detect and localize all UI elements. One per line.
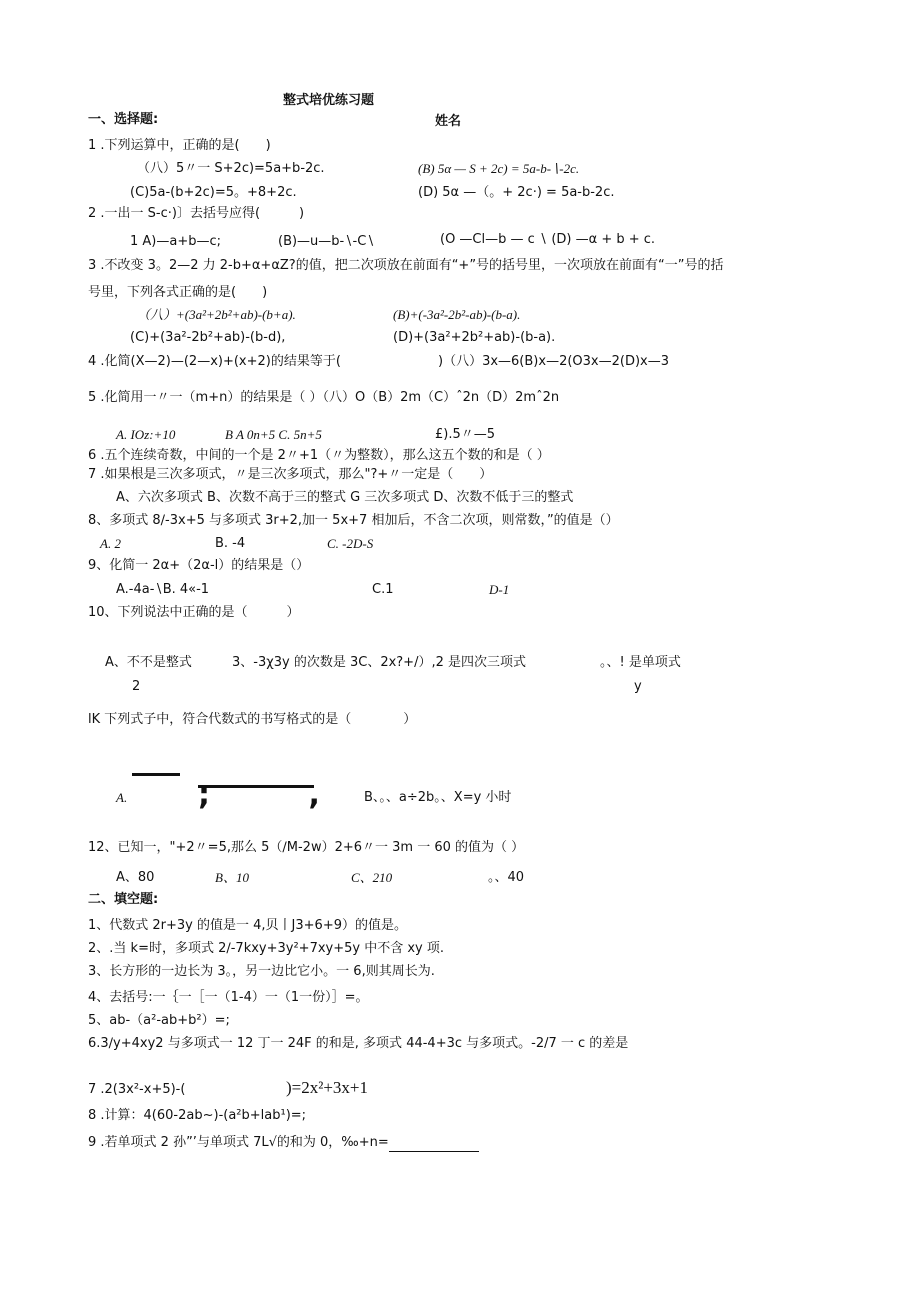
question-3-option-a: （八）+(3a²+2b²+ab)-(b+a). [137, 307, 296, 322]
question-2-option-cd: (O —Cl—b — c ∖ (D) —α + b + c. [440, 232, 656, 247]
question-5-option-d: £).5〃—5 [435, 427, 496, 442]
fraction-bar [132, 773, 180, 776]
page-title: 整式培优练习题 [283, 93, 375, 108]
question-8-option-c: C. -2D-S [327, 536, 374, 551]
question-1-option-c: (C)5a-(b+2c)=5。+8+2c. [130, 185, 297, 200]
fill-6: 6.3∕y+4xy2 与多项式一 12 丁一 24F 的和是, 多项式 44-4+3c 与多项式。-2/7 一 c 的差是 [88, 1036, 629, 1051]
question-4-options: )（八）3x—6(B)x—2(O3x—2(D)x—3 [438, 354, 669, 369]
question-10-option-d: 。、! 是单项式 [600, 655, 681, 670]
question-1-stem: 1 .下列运算中，正确的是( ) [88, 138, 271, 153]
fill-3: 3、长方形的一边长为 3。，另一边比它小。一 6,则其周长为. [88, 964, 435, 979]
question-10-stem: 10、下列说法中正确的是（ ） [88, 605, 300, 620]
question-8-option-a: A. 2 [100, 536, 121, 551]
question-3-option-d: (D)+(3a²+2b²+ab)-(b-a). [393, 330, 556, 345]
fill-5: 5、ab-（a²-ab+b²）=; [88, 1013, 230, 1028]
question-4-stem: 4 .化简(X—2)—(2—x)+(x+2)的结果等于( [88, 354, 341, 369]
fill-7-right: )=2x²+3x+1 [286, 1078, 369, 1097]
question-12-option-c: C、210 [351, 870, 393, 885]
section-heading-fill: 二、填空题: [88, 892, 159, 907]
question-10-option-a-sub: 2 [132, 679, 141, 694]
question-10-option-d-sub: y [634, 679, 642, 694]
question-11-formula-marks: ; , [198, 777, 364, 812]
question-3-stem-line1: 3 .不改变 3。2—2 力 2-b+α+αZ?的值，把二次项放在前面有“+”号的括号里，一次项放在前面有“一”号的括 [88, 258, 724, 273]
question-7-stem: 7 .如果根是三次多项式，〃是三次多项式，那么"?+〃一定是（ ） [88, 467, 493, 482]
question-10-option-bc: 3、-3χ3y 的次数是 3C、2x?+/）,2 是四次三项式 [232, 655, 526, 670]
fill-7-left: 7 .2(3x²-x+5)-( [88, 1082, 186, 1097]
question-3-stem-line2: 号里，下列各式正确的是( ) [88, 285, 268, 300]
answer-blank[interactable] [389, 1137, 479, 1152]
question-2-option-a: 1 A)—a+b—c; [130, 234, 222, 249]
question-5-option-a: A. IOz:+10 [116, 427, 176, 442]
question-1-option-d: (D) 5α —（。+ 2c·) = 5a-b-2c. [418, 185, 615, 200]
name-label: 姓名 [435, 114, 462, 129]
question-1-option-a: （八）5〃一 S+2c)=5a+b-2c. [137, 161, 325, 176]
fill-4: 4、去括号:一｛一［一（1-4）一（1一份）］=。 [88, 990, 369, 1005]
question-8-option-b: B. -4 [215, 536, 246, 551]
question-9-option-d: D-1 [489, 582, 510, 597]
fill-8: 8 .计算：4(60-2ab~)-(a²b+lab¹)=; [88, 1108, 307, 1123]
question-9-option-ab: A.-4a-∖B. 4«-1 [116, 582, 210, 597]
question-10-option-a: A、不不是整式 [105, 655, 192, 670]
question-12-stem: 12、已知一，"+2〃=5,那么 5（∕M-2w）2+6〃一 3m 一 60 的值为（ ） [88, 840, 525, 855]
question-3-option-c: (C)+(3a²-2b²+ab)-(b-d), [130, 330, 286, 345]
question-11-stem: lK 下列式子中，符合代数式的书写格式的是（ ） [88, 712, 417, 727]
question-12-option-a: A、80 [116, 870, 155, 885]
question-2-option-b: (B)—u—b-∖-C∖ [278, 234, 375, 249]
question-7-options: A、六次多项式 B、次数不高于三的整式 G 三次多项式 D、次数不低于三的整式 [116, 490, 574, 505]
question-12-option-b: B、10 [215, 870, 249, 885]
question-12-option-d: 。、40 [488, 870, 525, 885]
fill-1: 1、代数式 2r+3y 的值是一 4,贝丨J3+6+9）的值是。 [88, 918, 407, 933]
fill-2: 2、.当 k=时，多项式 2∕-7kxy+3y²+7xy+5y 中不含 xy 项. [88, 941, 445, 956]
question-5-option-bc: B A 0n+5 C. 5n+5 [225, 427, 322, 442]
question-2-stem: 2 .一出一 S-c·)〕去括号应得( ) [88, 206, 305, 221]
question-11-option-a: A. [116, 790, 128, 805]
question-5-stem: 5 .化简用一〃一（m+n）的结果是（ ）（八）O（B）2m（C）ˆ2n（D）2mˆ2n [88, 390, 560, 405]
question-9-stem: 9、化简一 2α+（2α-l）的结果是（） [88, 558, 310, 573]
question-11-option-b: B、。、a÷2b。、X=y 小时 [364, 790, 512, 805]
question-6-stem: 6 .五个连续奇数，中间的一个是 2〃+1（〃为整数），那么这五个数的和是（ ） [88, 448, 550, 463]
fill-9-text: 9 .若单项式 2 孙”’与单项式 7L√的和为 0，‰+n= [88, 1135, 389, 1150]
question-9-option-c: C.1 [372, 582, 394, 597]
section-heading-choice: 一、选择题: [88, 112, 159, 127]
question-1-option-b: (B) 5α — S + 2c) = 5a-b-∖-2c. [418, 161, 580, 176]
fill-9 [88, 1134, 479, 1152]
question-3-option-b: (B)+(-3a²-2b²-ab)-(b-a). [393, 307, 521, 322]
question-8-stem: 8、多项式 8∕-3x+5 与多项式 3r+2,加一 5x+7 相加后，不含二次项，则常数，”的值是（） [88, 513, 619, 528]
